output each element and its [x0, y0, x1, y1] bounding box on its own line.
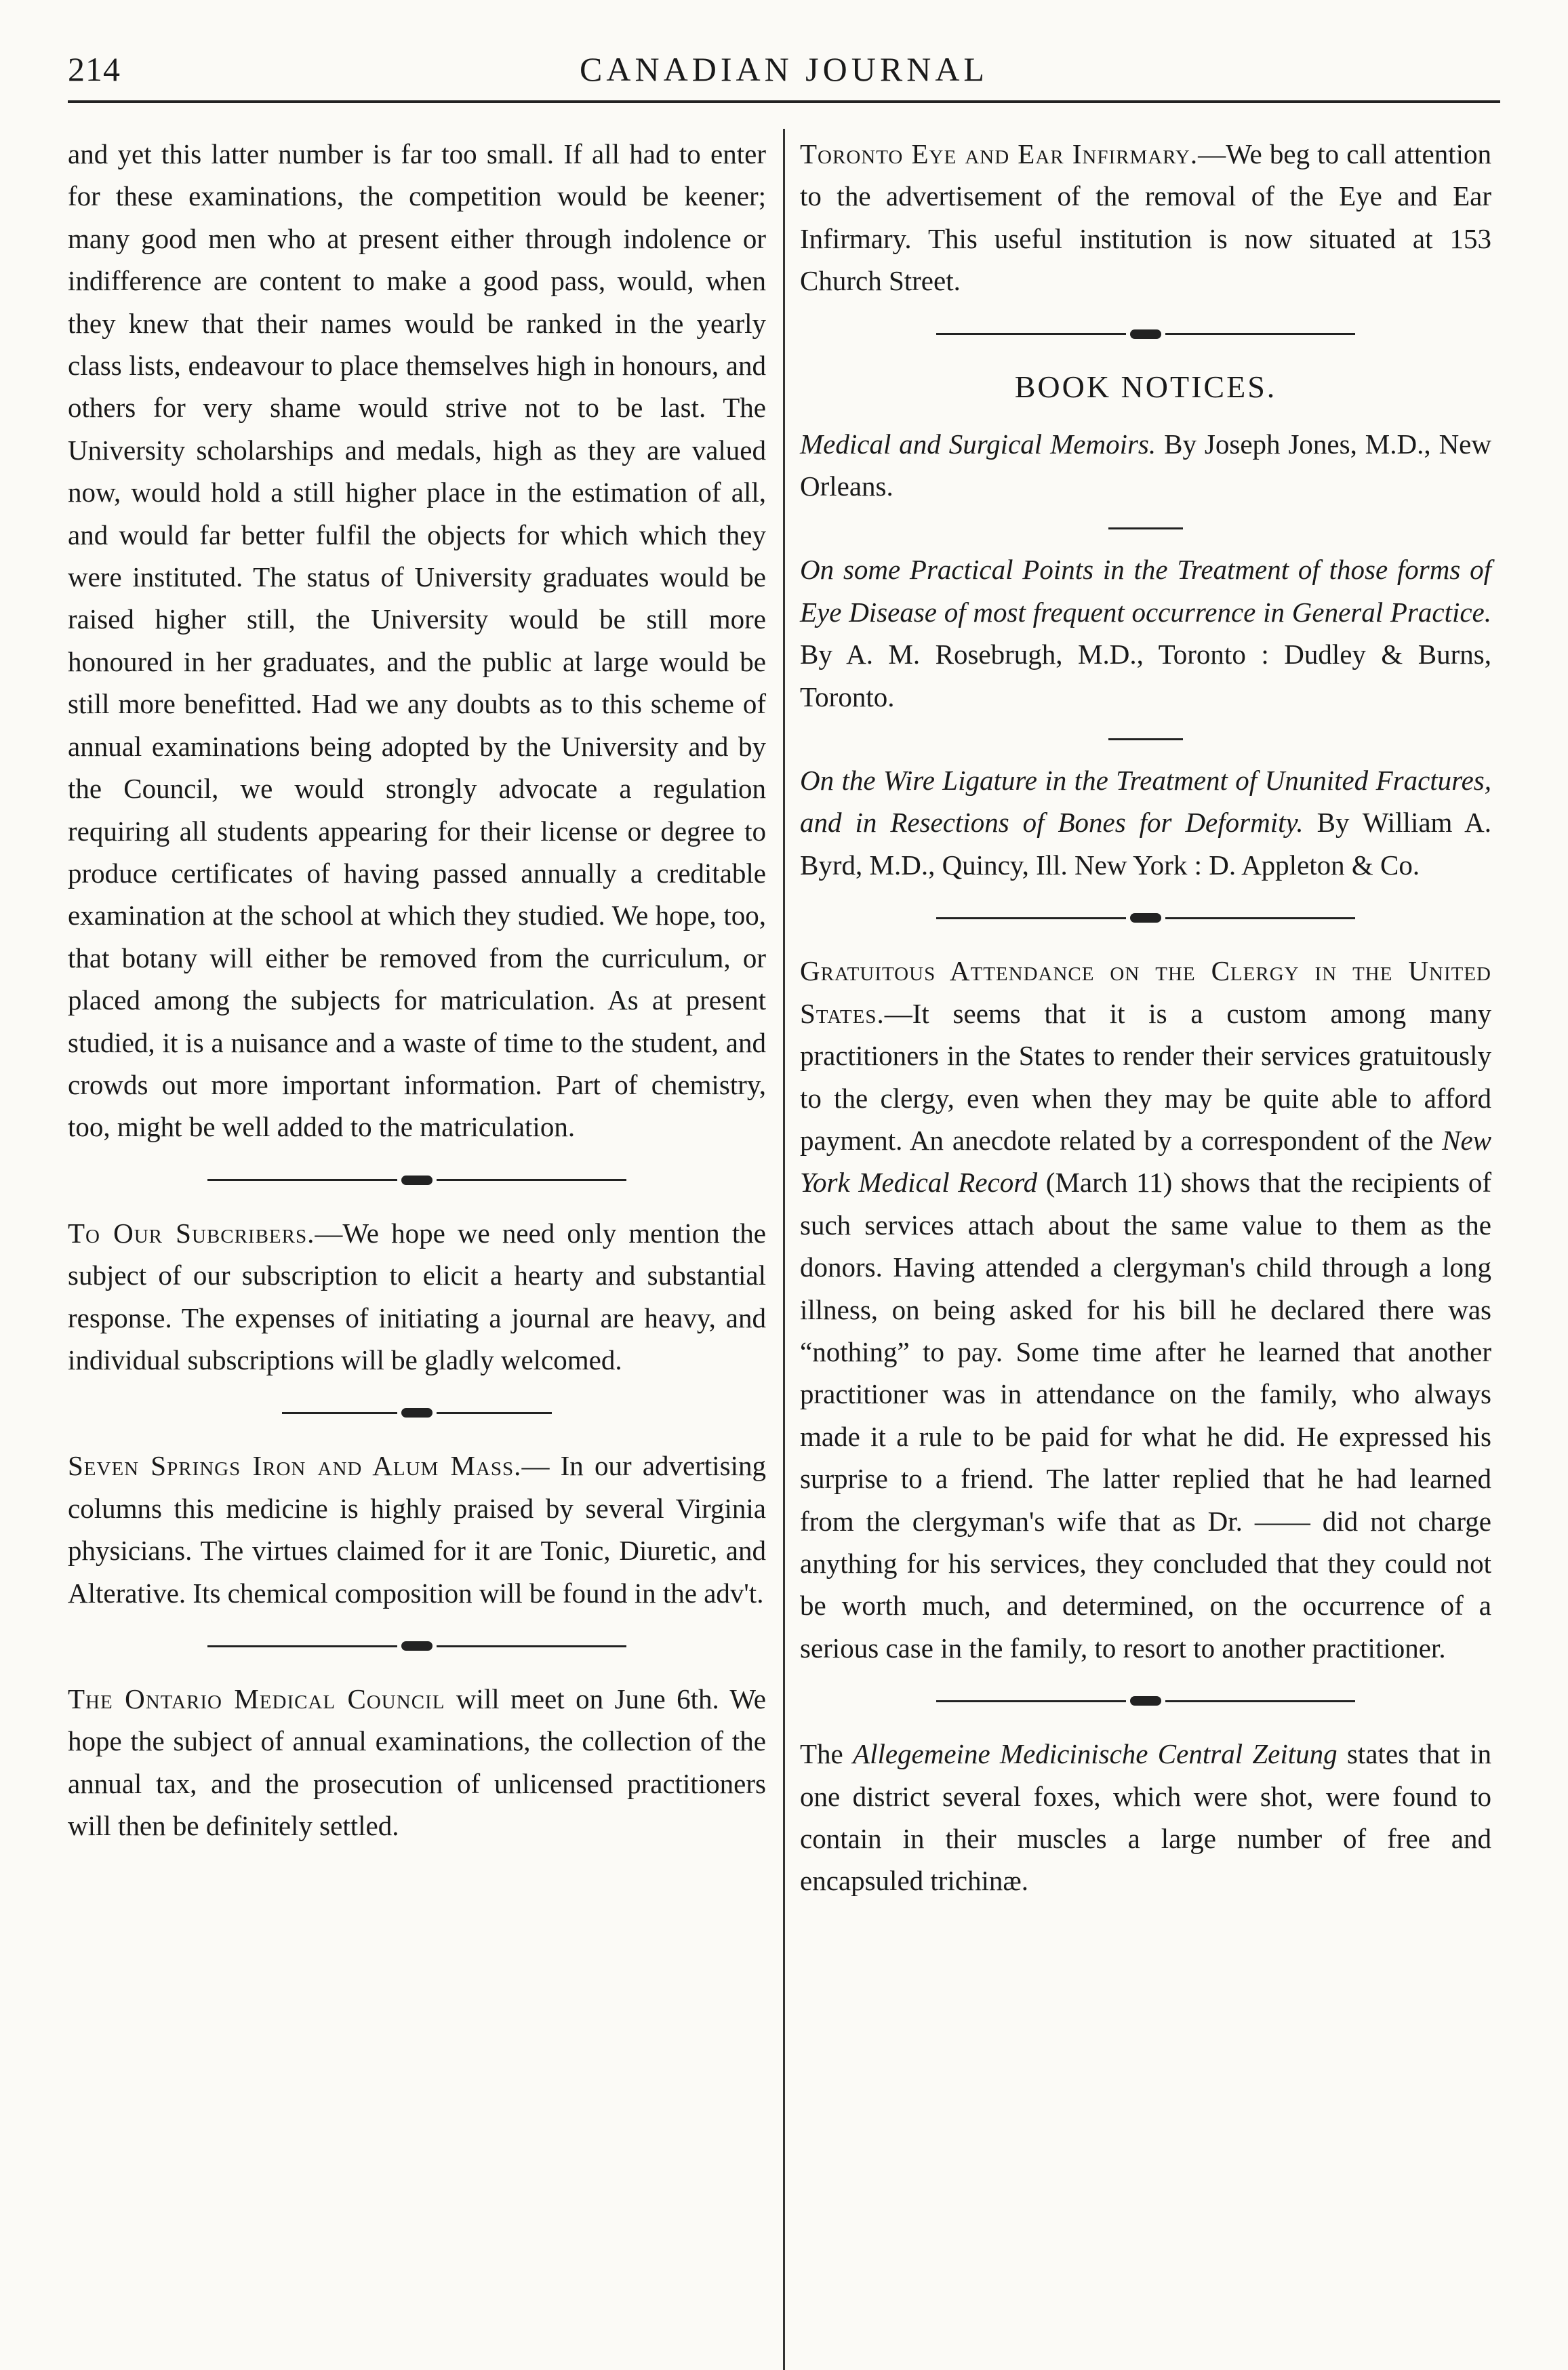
book-notice-3	[800, 759, 1491, 886]
ornament-divider	[800, 1681, 1491, 1721]
short-rule	[1108, 527, 1183, 529]
subscribers-heading: To Our Subcribers.	[68, 1217, 315, 1249]
clergy-journal-name: New York Medical Record	[800, 1124, 1491, 1199]
book-notice-1	[800, 423, 1491, 508]
page-number: 214	[68, 50, 121, 88]
clergy-paragraph	[800, 950, 1491, 1669]
trichinae-paragraph	[800, 1733, 1491, 1902]
book-notices-heading: BOOK NOTICES.	[1014, 369, 1277, 404]
column-divider	[783, 129, 785, 2370]
seven-springs-text: — In our advertising columns this medicine is highly praised by several Virginia physicians. The virtues claimed for it are Tonic, Diuretic, and Alterative. Its chemical composition will be found in the adv't.	[68, 1450, 767, 1609]
trichinae-journal-name: Allegemeine Medicinische Central Zeitung	[853, 1738, 1338, 1770]
ontario-council-paragraph	[68, 1678, 766, 1847]
page-header	[68, 42, 1500, 96]
ornament-divider	[68, 1161, 766, 1200]
ornament-divider	[800, 898, 1491, 938]
infirmary-paragraph	[800, 133, 1491, 302]
ontario-council-text: will meet on June 6th. We hope the subject of annual examinations, the collection of the annual tax, and the prosecution of unlicensed practitioners will then be definitely settled.	[68, 1683, 766, 1842]
seven-springs-heading: Seven Springs Iron and Alum Mass.	[68, 1450, 522, 1482]
book-2-author: By A. M. Rosebrugh, M.D., Toronto : Dudley & Burns, Toronto.	[800, 639, 1491, 712]
book-2-title: On some Practical Points in the Treatment of those forms of Eye Disease of most frequent occurrence in General Practice.	[800, 554, 1491, 628]
ornament-divider	[800, 315, 1491, 354]
infirmary-text: —We beg to call attention to the advertisement of the removal of the Eye and Ear Infirmary. This useful institution is now situated at 153 Church Street.	[800, 138, 1491, 297]
book-3-author: By William A. Byrd, M.D., Quincy, Ill. New York : D. Appleton & Co.	[800, 807, 1491, 881]
right-column	[800, 133, 1491, 1902]
trichinae-text-a: The	[800, 1738, 853, 1770]
book-3-title: On the Wire Ligature in the Treatment of Ununited Fractures, and in Resections of Bones for Deformity.	[800, 765, 1491, 839]
clergy-text-a: —It seems that it is a custom among many practitioners in the States to render their services gratuitously to the clergy, even when they may be quite able to afford payment. An anecdote related by a correspondent of the	[800, 997, 1491, 1156]
ornament-divider	[68, 1393, 766, 1432]
seven-springs-paragraph	[68, 1445, 766, 1614]
annual-examinations-paragraph: and yet this latter number is far too small. If all had to enter for these examinations, the competition would be keener; many good men who at present either through indolence or indifference are content to make a good pass, would, when they knew that their names would be ranked in the yearly class lists, endeavour to place themselves high in honours, and others for very shame would strive not to be last. The University scholarships and medals, high as they are valued now, would hold a still higher place in the estimation of all, and would far better fulfil the objects for which which they were instituted. The status of University graduates would be raised higher still, the University would be still more honoured in her graduates, and the public at large would be still more benefitted. Had we any doubts as to this scheme of annual examinations being adopted by the University and by the Council, we would strongly advocate a regulation requiring all students appearing for their license or degree to produce certificates of having passed annually a creditable examination at the school at which they studied. We hope, too, that botany will either be removed from the curriculum, or placed among the subjects for matriculation. As at present studied, it is a nuisance and a waste of time to the student, and crowds out more important information. Part of chemistry, too, might be well added to the matriculation.	[68, 138, 766, 1143]
clergy-text-b: (March 11) shows that the recipients of such services attach about the same value to them as the donors. Having attended a clergyman's child through a long illness, on being asked for his bill he declared there was “nothing” to pay. Some time after he learned that another practitioner was in attendance on the family, who always made it a rule to be paid for what he did. He expressed his surprise to a friend. The latter replied that he had learned from the clergyman's wife that as Dr. —— did not charge anything for his services, they concluded that they could not be worth much, and determined, on the occurrence of a serious case in the family, to resort to another practitioner.	[800, 1167, 1491, 1664]
ornament-divider	[68, 1626, 766, 1666]
book-notice-2	[800, 548, 1491, 718]
running-title: CANADIAN JOURNAL	[580, 50, 988, 88]
clergy-heading: Gratuitous Attendance on the Clergy in the United States.	[800, 955, 1491, 1029]
trichinae-text-b: states that in one district several foxes, which were shot, were found to contain in their muscles a large number of free and encapsuled trichinæ.	[800, 1738, 1491, 1897]
subscribers-paragraph	[68, 1212, 766, 1382]
subscribers-text: —We hope we need only mention the subject of our subscription to elicit a hearty and substantial response. The expenses of initiating a journal are heavy, and individual subscriptions will be gladly welcomed.	[68, 1217, 766, 1375]
ontario-council-heading: The Ontario Medical Council	[68, 1683, 445, 1714]
left-column	[68, 133, 766, 1847]
header-rule	[68, 100, 1500, 103]
book-1-author: By Joseph Jones, M.D., New Orleans.	[800, 428, 1491, 502]
book-1-title: Medical and Surgical Memoirs.	[800, 428, 1157, 460]
short-rule	[1108, 738, 1183, 740]
infirmary-heading: Toronto Eye and Ear Infirmary.	[800, 138, 1199, 169]
